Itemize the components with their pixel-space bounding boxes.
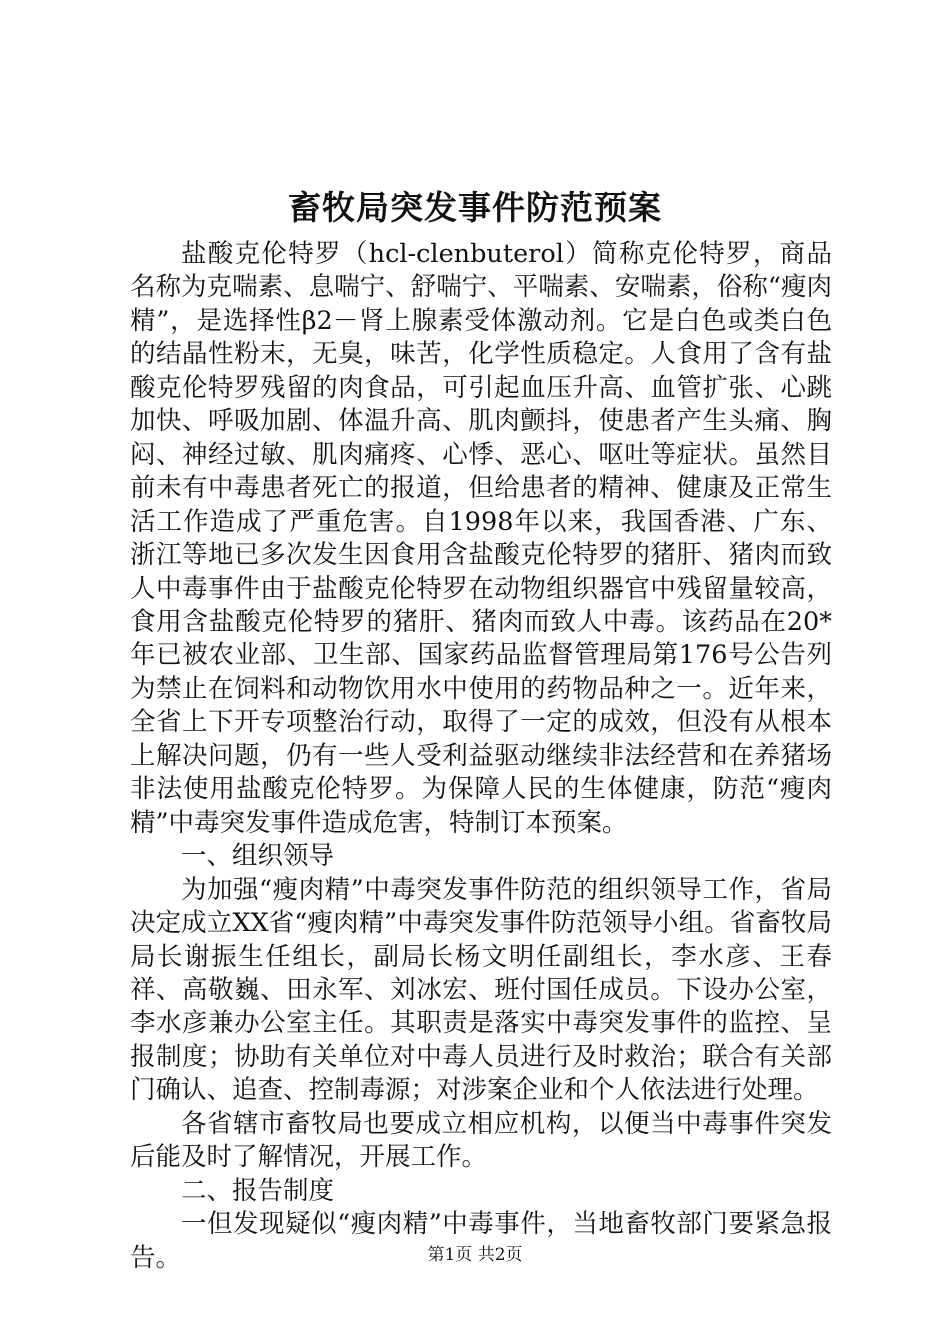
paragraph-organization: 为加强“瘦肉精”中毒突发事件防范的组织领导工作，省局决定成立XX省“瘦肉精”中毒突发事件防范领导小组。省畜牧局局长谢振生任组长，副局长杨文明任副组长，李水彦、王春祥、高敬巍、田永军、刘冰宏、班付国任成员。下设办公室，李水彦兼办公室主任。其职责是落实中毒突发事件的监控、呈报制度；协助有关单位对中毒人员进行及时救治；联合有关部门确认、追查、控制毒源；对涉案企业和个人依法进行处理。 [130,874,832,1106]
paragraph-reporting: 一但发现疑似“瘦肉精”中毒事件，当地畜牧部门要紧急报告。 [130,1209,832,1273]
document-body [130,238,832,1275]
paragraph-city-bureaus: 各省辖市畜牧局也要成立相应机构，以便当中毒事件突发后能及时了解情况，开展工作。 [130,1108,832,1173]
section-heading-reporting: 二、报告制度 [181,1175,335,1206]
section-heading-organization: 一、组织领导 [181,841,335,872]
document-title: 畜牧局突发事件防范预案 [288,188,662,227]
page-number-footer: 第1页 共2页 [427,1245,523,1265]
paragraph-intro: 盐酸克伦特罗（hcl-clenbuterol）简称克伦特罗，商品名称为克喘素、息喘宁、舒喘宁、平喘素、安喘素，俗称“瘦肉精”，是选择性β2－肾上腺素受体激动剂。它是白色或类白色的结晶性粉末，无臭，味苦，化学性质稳定。人食用了含有盐酸克伦特罗残留的肉食品，可引起血压升高、血管扩张、心跳加快、呼吸加剧、体温升高、肌肉颤抖，使患者产生头痛、胸闷、神经过敏、肌肉痛疼、心悸、恶心、呕吐等症状。虽然目前未有中毒患者死亡的报道，但给患者的精神、健康及正常生活工作造成了严重危害。自1998年以来，我国香港、广东、浙江等地已多次发生因食用含盐酸克伦特罗的猪肝、猪肉而致人中毒事件由于盐酸克伦特罗在动物组织器官中残留量较高，食用含盐酸克伦特罗的猪肝、猪肉而致人中毒。该药品在20*年已被农业部、卫生部、国家药品监督管理局第176号公告列为禁止在饲料和动物饮用水中使用的药物品种之一。近年来，全省上下开专项整治行动，取得了一定的成效，但没有从根本上解决问题，仍有一些人受利益驱动继续非法经营和在养猪场非法使用盐酸克伦特罗。为保障人民的生体健康，防范“瘦肉精”中毒突发事件造成危害，特制订本预案。 [130,239,832,838]
